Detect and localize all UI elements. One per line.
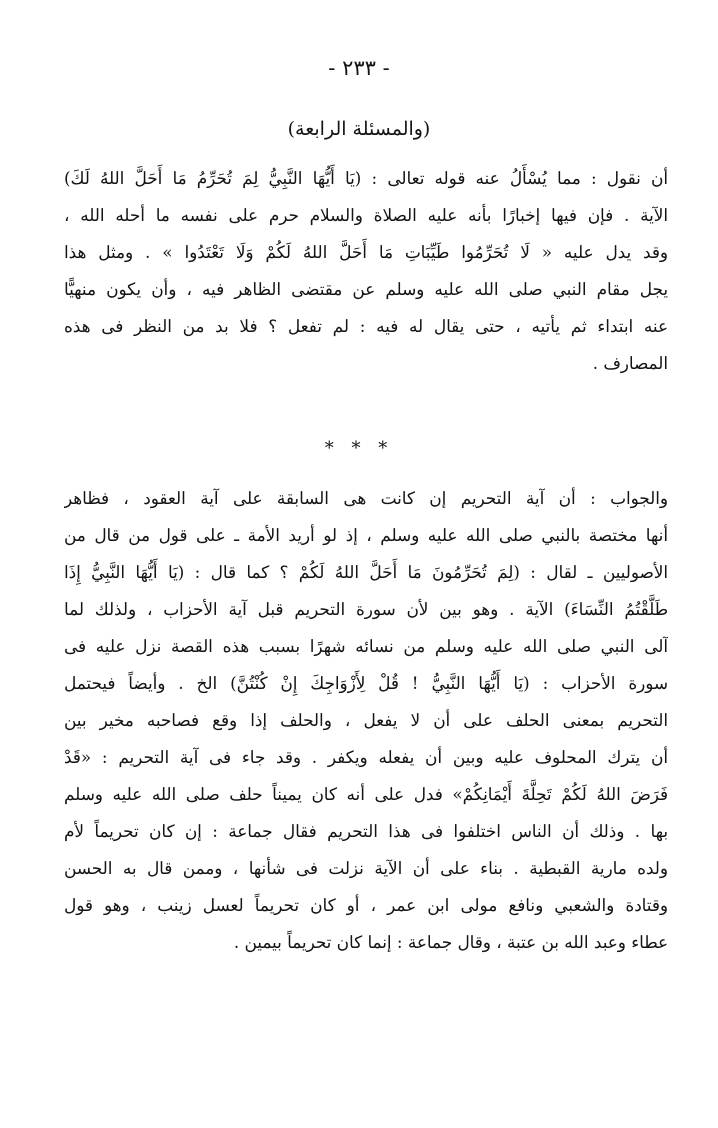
text-line: عطاء وعبد الله بن عتبة ، وقال جماعة : إنما كان تحريماً بيمين . [233, 932, 668, 952]
text-line: التحريم بمعنى الحلف على أن لا يفعل ، والحلف إذا وقع فصاحبه مخير بين [64, 710, 668, 730]
section-separator: * * * [324, 438, 394, 459]
text-line: سورة الأحزاب : (يَا أَيُّهَا النَّبِيُّ ! قُلْ لِأَزْوَاجِكَ إِنْ كُنْتُنَّ) الخ . وأيضاً فيحتمل [64, 673, 668, 693]
text-line: يجل مقام النبي صلى الله عليه وسلم عن مقتضى الظاهر فيه ، وأن يكون منهيًّا [64, 279, 668, 299]
text-line: فَرَضَ اللهُ لَكُمْ تَحِلَّةَ أَيْمَانِكُمْ» فدل على أنه كان يميناً حلف صلى الله عليه وسلم [64, 784, 668, 804]
text-line: والجواب : أن آية التحريم إن كانت هى السابقة على آية العقود ، فظاهر [64, 488, 668, 508]
text-line: الآية . فإن فيها إخبارًا بأنه عليه الصلاة والسلام حرم على نفسه ما أحله الله ، [64, 205, 668, 225]
paragraph-answer [64, 480, 668, 961]
text-line: أنها مختصة بالنبي صلى الله عليه وسلم ، إذ لو أريد الأمة ـ على قول من قال من [64, 525, 668, 545]
text-line: وقد يدل عليه « لَا تُحَرِّمُوا طَيِّبَاتِ مَا أَحَلَّ اللهُ لَكُمْ وَلَا تَعْتَدُوا » . ومثل هذا [64, 242, 668, 262]
page-number: - ٢٣٣ - [328, 56, 390, 80]
text-line: عنه ابتداء ثم يأتيه ، حتى يقال له فيه : لم تفعل ؟ فلا بد من النظر فى هذه [64, 316, 668, 336]
text-line: وقتادة والشعبي ونافع مولى ابن عمر ، أو كان تحريماً لعسل زينب ، وهو قول [64, 895, 668, 915]
text-line: أن يترك المحلوف عليه وبين أن يفعله ويكفر . وقد جاء فى آية التحريم : «قَدْ [64, 747, 668, 767]
section-heading: (والمسئلة الرابعة) [287, 118, 431, 140]
text-line: الأصوليين ـ لقال : (لِمَ تُحَرِّمُونَ مَا أَحَلَّ اللهُ لَكُمْ ؟ كما قال : (يَا أَيُّهَا النَّبِيُّ إِذَا [64, 562, 668, 582]
text-line: آلى النبي صلى الله عليه وسلم من نسائه شهرًا بسبب هذه القصة نزل عليه فى [64, 636, 668, 656]
text-line: بها . وذلك أن الناس اختلفوا فى هذا التحريم فقال جماعة : إن كان تحريماً لأم [64, 821, 668, 841]
text-line: طَلَّقْتُمُ النِّسَاءَ) الآية . وهو بين لأن سورة التحريم قبل آية الأحزاب ، ولذلك لما [64, 599, 668, 619]
text-line: المصارف . [592, 353, 668, 373]
paragraph-question [64, 160, 668, 382]
text-line: أن نقول : مما يُسْأَلُ عنه قوله تعالى : (يَا أَيُّهَا النَّبِيُّ لِمَ تُحَرِّمُ مَا أَحَلَّ اللهُ لَكَ) [64, 168, 668, 188]
text-line: ولده مارية القبطية . بناء على أن الآية نزلت فى شأنها ، وممن قال به الحسن [64, 858, 668, 878]
